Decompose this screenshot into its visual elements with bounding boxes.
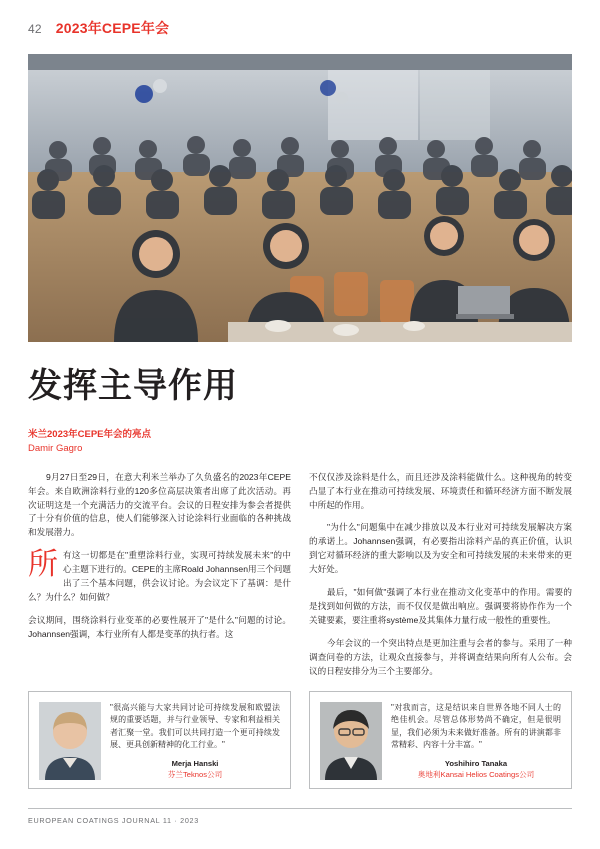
page-header [28,0,572,48]
article-kicker [28,428,572,457]
quote-body [391,702,561,781]
article-byline: Damir Gagro [28,443,83,455]
portrait-yoshihiro-tanaka [320,702,382,780]
paragraph: 最后，"如何做"强调了本行业在推动文化变革中的作用。需要的是找到如何做的方法，而不仅仅是做出响应。强调要将协作作为一个关键要素，要注重将système及其集体力量行成一般性的重要性。 [309,587,572,625]
paragraph: "为什么"问题集中在减少排放以及本行业对可持续发展解决方案的承诺上。Johannsen强调，有必要指出涂料产品的真正价值，认识到它对循环经济的重大影响以及为安全和可持续发展的未来带来的更大好处。 [309,522,572,575]
paragraph: 9月27日至29日，在意大利米兰举办了久负盛名的2023年CEPE年会。来自欧洲涂料行业的120多位高层决策者出席了此次活动。再次证明这是一个充满活力的交流平台。会议的日程安排为参会者提供了十分有价值的信息，使人们能够深入讨论涂料行业面临的各种挑战和发展潜力。 [28,471,291,538]
page-footer: EUROPEAN COATINGS JOURNAL 11 · 2023 [28,808,572,825]
quote-boxes [28,691,572,790]
quote-org: 芬兰Teknos公司 [167,770,223,779]
column-right [309,471,572,688]
quote-attribution [110,758,280,780]
hero-photo [28,54,572,342]
quote-text: "对我而言，这是结识来自世界各地不同人士的绝佳机会。尽管总体形势尚不确定，但是很明显，我们必须为未来做好准备。所有的讲演都非常精彩、内容十分丰富。" [391,702,561,750]
paragraph-with-dropcap [28,549,291,605]
kicker-text: 米兰2023年CEPE年会的亮点 [28,429,152,441]
quote-box [28,691,291,790]
quote-attribution [391,758,561,780]
column-left [28,471,291,688]
portrait-merja-hanski [39,702,101,780]
quote-body [110,702,280,781]
paragraph-text: 有这一切都是在"重塑涂料行业，实现可持续发展未来"的中心主题下进行的。CEPE的主席Roald Johannsen用三个问题出了三个基本问题，供会议讨论。为会议定下了基调：是什么？为什么？如何做？ [28,550,291,603]
conference-audience-illustration [28,54,572,342]
paragraph: 今年会议的一个突出特点是更加注重与会者的参与。采用了一种调查问卷的方法，让观众直接参与，并将调查结果向所有人公布。会议的日程安排分为三个主要部分。 [309,637,572,676]
avatar [320,702,382,780]
quote-name: Merja Hanski [171,759,219,768]
paragraph: 会议期间，围绕涂料行业变革的必要性展开了"是什么"问题的讨论。Johannsen强调，本行业所有人都是变革的执行者。这 [28,614,291,639]
quote-text: "很高兴能与大家共同讨论可持续发展和欧盟法规的重要话题，并与行业领导、专家和利益相关者汇聚一堂。我们可以共同打造一个更可持续发展、更具创新精神的化工行业。" [110,702,280,750]
body-columns [28,471,572,688]
drop-cap: 所 [28,548,58,582]
header-title: 2023年CEPE年会 [55,20,170,36]
quote-org: 奥地利Kansai Helios Coatings公司 [417,770,535,779]
quote-box [309,691,572,790]
paragraph: 不仅仅涉及涂料是什么，而且还涉及涂料能做什么。这种视角的转变凸显了本行业在推动可持续发展、环境责任和循环经济方面不断发展中所起的作用。 [309,471,572,510]
avatar [39,702,101,780]
page-title: 发挥主导作用 [28,367,238,405]
folio-number: 42 [28,22,42,36]
quote-name: Yoshihiro Tanaka [444,759,508,768]
